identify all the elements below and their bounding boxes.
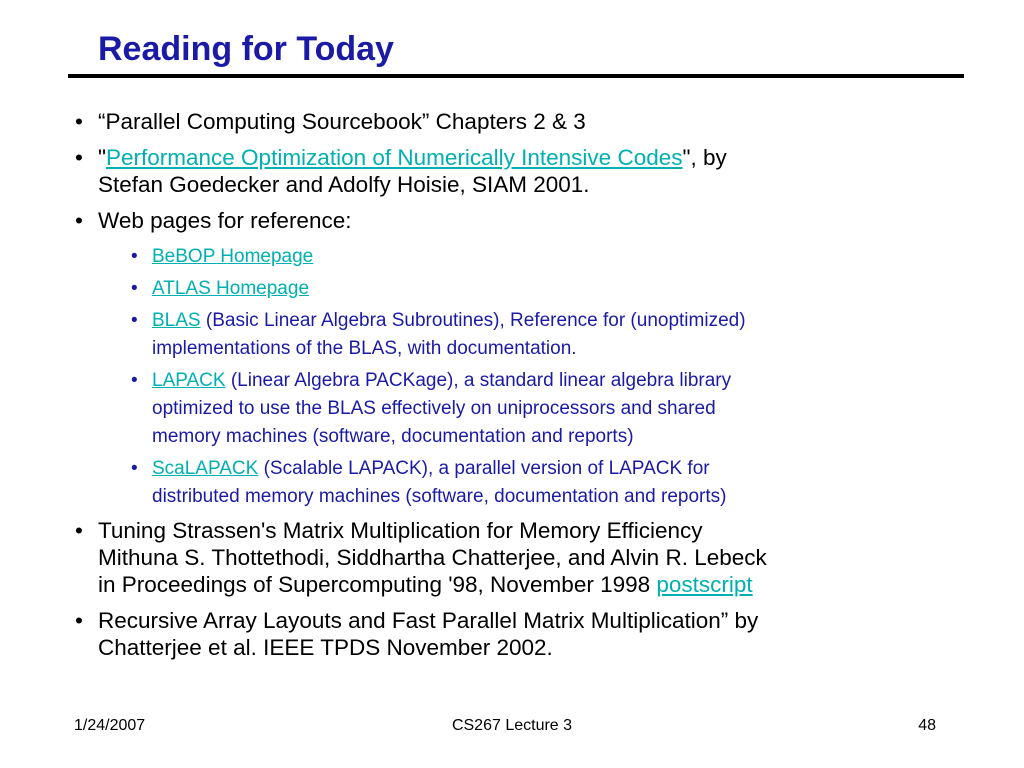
bullet-line-2: Mithuna S. Thottethodi, Siddhartha Chatterjee, and Alvin R. Lebeck (98, 545, 767, 570)
scalapack-link[interactable]: ScaLAPACK (152, 458, 259, 479)
bullet-line-2: Chatterjee et al. IEEE TPDS November 2002. (98, 635, 553, 660)
close-quote-by: ", by (682, 145, 727, 170)
bebop-homepage-link[interactable]: BeBOP Homepage (152, 246, 314, 267)
footer-lecture-title: CS267 Lecture 3 (451, 717, 573, 734)
bullet-item-sourcebook (0, 108, 1024, 135)
sub-bullet-dot-icon: • (131, 370, 138, 391)
lapack-link[interactable]: LAPACK (152, 370, 226, 391)
sub-bullet-dot-icon: • (131, 458, 138, 479)
sub-item-bebop (0, 243, 1024, 271)
footer-page-number: 48 (918, 717, 936, 734)
performance-optimization-link[interactable]: Performance Optimization of Numerically Intensive Codes (106, 145, 683, 170)
bullet-dot-icon: • (75, 608, 83, 633)
sub-line-1 (152, 307, 964, 335)
sub-item-scalapack (0, 455, 1024, 511)
bullet-text: “Parallel Computing Sourcebook” Chapters 2 & 3 (98, 109, 586, 134)
bullet-item-web-pages (0, 207, 1024, 234)
postscript-link[interactable]: postscript (656, 572, 753, 597)
blas-link[interactable]: BLAS (152, 310, 201, 331)
bullet-line-2: Stefan Goedecker and Adolfy Hoisie, SIAM 2001. (98, 172, 590, 197)
web-pages-sublist (0, 243, 1024, 511)
blas-description: (Basic Linear Algebra Subroutines), Reference for (unoptimized) (200, 310, 746, 331)
bullet-dot-icon: • (75, 109, 83, 134)
bullet-line-3 (98, 571, 974, 598)
slide-title: Reading for Today (98, 30, 394, 68)
sub-line-2: implementations of the BLAS, with documentation. (152, 338, 577, 359)
sub-bullet-dot-icon: • (131, 310, 138, 331)
atlas-homepage-link[interactable]: ATLAS Homepage (152, 278, 310, 299)
bullet-item-recursive-array (0, 607, 1024, 661)
title-underline-rule (68, 74, 964, 78)
bullet-item-performance-optimization (0, 144, 1024, 198)
sub-bullet-dot-icon: • (131, 246, 138, 267)
sub-line-2: distributed memory machines (software, documentation and reports) (152, 486, 727, 507)
sub-line-2: optimized to use the BLAS effectively on uniprocessors and shared (152, 398, 716, 419)
footer-date: 1/24/2007 (74, 717, 146, 734)
bullet-dot-icon: • (75, 145, 83, 170)
bullet-line-1: Tuning Strassen's Matrix Multiplication for Memory Efficiency (98, 518, 703, 543)
sub-bullet-dot-icon: • (131, 278, 138, 299)
lapack-description: (Linear Algebra PACKage), a standard linear algebra library (225, 370, 732, 391)
bullet-text: Web pages for reference: (98, 208, 352, 233)
slide-content (0, 108, 1024, 670)
bullet-line-1 (98, 144, 974, 171)
sub-line-1 (152, 367, 964, 395)
sub-line-1 (152, 455, 964, 483)
bullet-dot-icon: • (75, 208, 83, 233)
scalapack-description: (Scalable LAPACK), a parallel version of LAPACK for (258, 458, 710, 479)
sub-item-blas (0, 307, 1024, 363)
sub-item-atlas (0, 275, 1024, 303)
bullet-line-1: Recursive Array Layouts and Fast Parallel Matrix Multiplication” by (98, 608, 759, 633)
bullet-item-tuning-strassen (0, 517, 1024, 598)
bullet-dot-icon: • (75, 518, 83, 543)
open-quote: " (98, 145, 106, 170)
sub-line-3: memory machines (software, documentation and reports) (152, 426, 634, 447)
proceedings-text: in Proceedings of Supercomputing '98, November 1998 (98, 572, 657, 597)
sub-item-lapack (0, 367, 1024, 451)
